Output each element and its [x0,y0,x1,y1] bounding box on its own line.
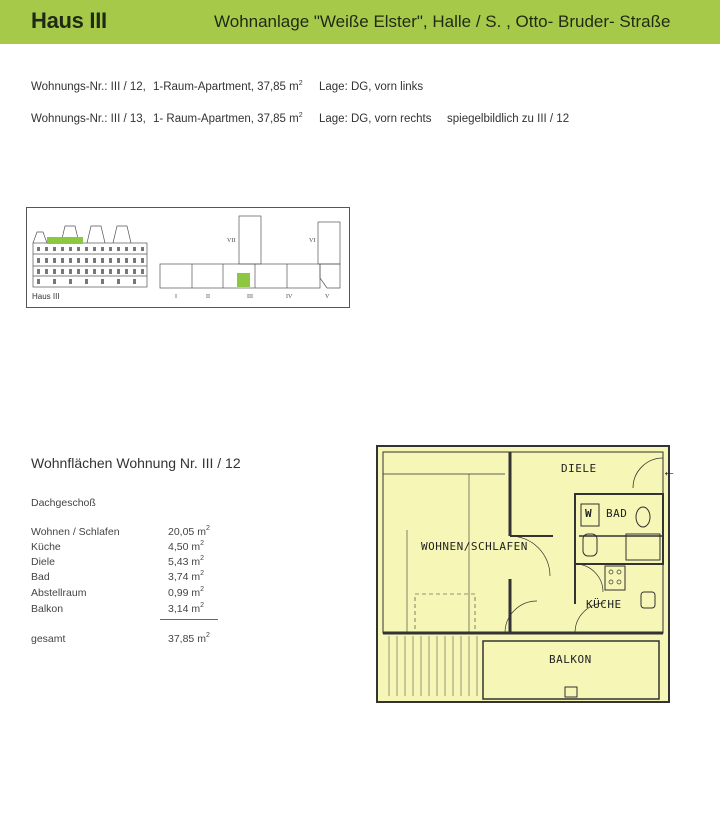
room-label-bad: BAD [606,507,628,520]
area-row [31,526,231,541]
apartment-location: Lage: DG, vorn links [319,81,424,93]
area-row [31,541,231,556]
area-name: Bad [31,571,50,583]
highlighted-unit [47,237,83,244]
apartment-number: Wohnungs-Nr.: III / 13, [31,113,146,125]
area-total-value: 37,85 $m^2$ [168,632,210,645]
apartment-location: Lage: DG, vorn rechts [319,113,432,125]
apartment-number: Wohnungs-Nr.: III / 12, [31,81,146,93]
room-label-balkon: BALKON [549,653,592,666]
wing-label: VII [227,238,236,244]
area-value: 4,50 $m^2$ [168,540,205,553]
area-row [31,603,231,618]
area-row [31,556,231,571]
highlighted-block [237,273,250,287]
facade-windows [37,247,144,284]
wing-label: VI [309,238,316,244]
key-plan-drawing [27,208,349,307]
areas-title: Wohnflächen Wohnung Nr. III / 12 [31,455,241,471]
area-value: 3,74 $m^2$ [168,570,205,583]
wing-label: I [175,294,177,300]
room-label-wohnen: WOHNEN/SCHLAFEN [421,540,528,553]
area-value: 3,14 $m^2$ [168,602,205,615]
apartment-type: 1- Raum-Apartmen, 37,85 $m^2$ [153,112,303,125]
area-row [31,571,231,586]
area-value: 20,05 $m^2$ [168,525,210,538]
area-row [31,587,231,602]
floor-plan [375,444,679,704]
wing-label: II [206,294,210,300]
area-name: Diele [31,556,55,568]
key-plan [26,207,350,308]
sum-divider [160,619,218,620]
area-total-row [31,633,231,648]
apartment-type: 1-Raum-Apartment, 37,85 $m^2$ [153,80,303,93]
haus-title: Haus III [31,8,107,33]
apartment-note: spiegelbildlich zu III / 12 [447,113,570,125]
wc-mark: W [585,507,593,520]
floor-label: Dachgeschoß [31,497,96,509]
room-label-kueche: KÜCHE [586,598,622,611]
area-name: Küche [31,541,61,553]
wing-label: IV [286,294,293,300]
wing-label: III [247,294,253,300]
wing-label: V [325,294,330,300]
floor-plan-drawing [375,444,679,704]
header-subtitle: Wohnanlage "Weiße Elster", Halle / S. , Otto- Bruder- Straße [214,12,671,31]
area-total-name: gesamt [31,633,66,645]
key-plan-caption: Haus III [32,292,60,301]
wing-labels [175,238,330,300]
area-value: 0,99 $m^2$ [168,586,205,599]
area-value: 5,43 $m^2$ [168,555,205,568]
entry-arrow-icon: ← [662,463,676,479]
area-name: Abstellraum [31,587,87,599]
area-name: Balkon [31,603,64,615]
room-label-diele: DIELE [561,462,597,475]
area-name: Wohnen / Schlafen [31,526,120,538]
header-bar [0,0,720,44]
facade-elevation [33,226,147,287]
